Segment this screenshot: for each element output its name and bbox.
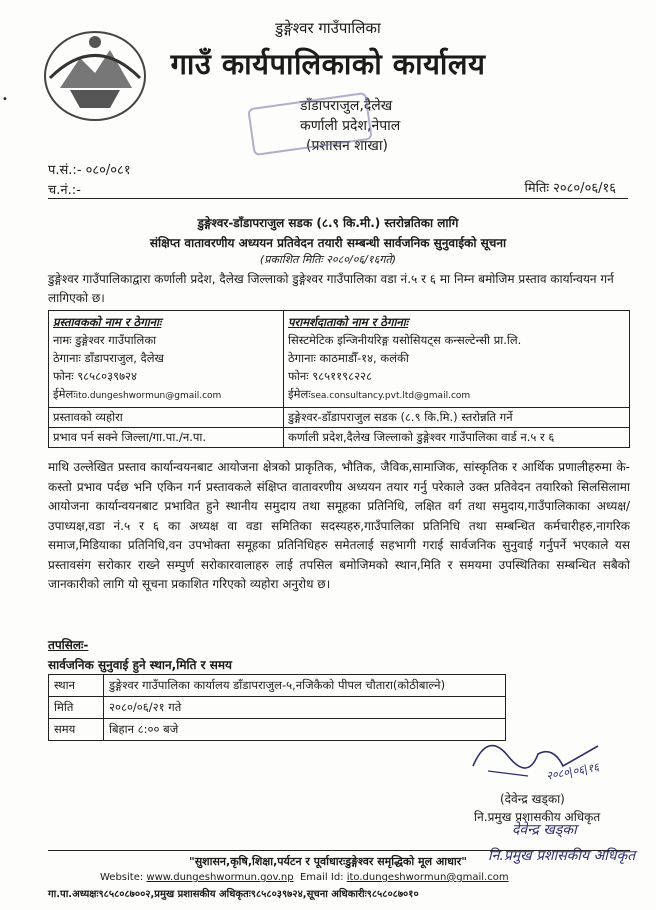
website-link[interactable]: www.dungeshwormun.gov.np bbox=[146, 872, 294, 883]
consultant-phone: फोनः ९८५११९८२२८ bbox=[288, 369, 373, 383]
hearing-schedule-table bbox=[48, 674, 506, 741]
proposer-heading: प्रस्तावकको नाम र ठेगानाः bbox=[53, 315, 162, 329]
schedule-value: २०८०/०६/२१ गते bbox=[104, 697, 506, 719]
signatory-stamp-title: नि.प्रमुख प्रशासकीय अधिकृत bbox=[488, 848, 636, 864]
margin-mark: • bbox=[2, 94, 8, 105]
email-link[interactable]: ito.dungeshwormun@gmail.com bbox=[346, 872, 509, 883]
org-name: डुङ्गेश्वर गाउँपालिका bbox=[275, 19, 381, 37]
consultant-heading: परामर्शदाताको नाम र ठेगानाः bbox=[288, 315, 409, 329]
header-divider bbox=[48, 198, 628, 199]
body-paragraph: माथि उल्लेखित प्रस्ताव कार्यान्वयनबाट आयोजना क्षेत्रको प्राकृतिक, भौतिक, जैविक,सामाजिक, सांस्कृतिक र आर्थिक प्रणालीहरुमा के-कस्तो प्रभाव पर्दछ भनि एकिन गर्न प्रस्तावकले संक्षिप्त वातावरणीय अध्ययन तयार गर्नु परेकाले उक्त प्रतिवेदन तयारिको सिलसिलामा आयोजना कार्यान्वयनबाट प्रभावित हुने स्थानीय समुदाय तथा समूहका प्रतिनिधि, लक्षित वर्ग तथा समुदाय,गाउँपालिकाका अध्यक्ष/उपाध्यक्ष,वडा नं.५ र ६ का अध्यक्ष वा वडा समितिका सदस्यहरु,गाउँपालिका प्रतिनिधि तथा सम्बन्धित कर्मचारीहरु,नागरिक समाज,मिडियाका प्रतिनिधि,वन उपभोक्ता समूहका प्रतिनिधिहरु समेतलाई सहभागी गराई सार्वजनिक सुनुवाई गर्नुपर्ने भएकाले यस प्रस्तावसंग सरोकार राख्ने सम्पुर्ण सरोकारवालाहरु लाई तपसिल बमोजिमको स्थान,मिति र समयमा उपस्थितिका सम्बन्धित सबैको जानकारीको लागि यो सूचना प्रकाशित गरिएको व्यहोरा अनुरोध छ। bbox=[48, 460, 630, 591]
affected-area-label: प्रभाव पर्न सक्ने जिल्ला/गा.पा./न.पा. bbox=[49, 428, 284, 448]
published-date: (प्रकाशित मितिः २०८०/०६/१६गते) bbox=[259, 253, 397, 266]
table-row bbox=[49, 311, 630, 408]
section-name: (प्रशासन शाखा) bbox=[306, 138, 388, 154]
office-title: गाउँ कार्यपालिकाको कार्यालय bbox=[170, 47, 486, 81]
address-line-1: डाँडापराजुल,दैलेख bbox=[300, 98, 393, 114]
handwritten-signature bbox=[468, 726, 608, 786]
proposal-label: प्रस्तावको व्यहोरा bbox=[49, 408, 284, 428]
proposer-name: नामः डुङ्गेश्वर गाउँपालिका bbox=[53, 333, 157, 347]
website-label: Website: bbox=[100, 872, 144, 883]
intro-paragraph: डुङ्गेश्वर गाउँपालिकाद्वारा कर्णाली प्रदेश, दैलेख जिल्लाको डुङ्गेश्वर गाउँपालिका वडा नं.५ र ६ मा निम्न बमोजिम प्रस्ताव कार्यान्वयन गर्न लागिएको छ। bbox=[48, 272, 614, 305]
footer-divider bbox=[48, 850, 630, 851]
proposer-phone: फोनः ९८५८०३९७२४ bbox=[53, 369, 138, 383]
proposer-address: ठेगानाः डाँडापराजुल, दैलेख bbox=[53, 351, 164, 365]
signatory-name: (देवेन्द्र खड्का) bbox=[500, 792, 565, 806]
consultant-name: सिस्टमेटिक इन्जिनीयरिङ्ग यसोसियट्स कन्सल्टेन्सी प्रा.लि. bbox=[288, 333, 522, 347]
proposal-info-table bbox=[48, 310, 630, 448]
table-row bbox=[49, 428, 630, 448]
schedule-key: मिति bbox=[49, 697, 104, 719]
consultant-address: ठेगानाः काठमाडौँ-१४, कलंकी bbox=[288, 351, 409, 365]
footer-web-line bbox=[100, 872, 509, 883]
consultant-email: sea.consultancy.pvt.ltd@gmail.com bbox=[310, 391, 471, 401]
reference-number: प.सं.:- ०८०/०८१ bbox=[48, 163, 131, 178]
footer-slogan: "सुशासन,कृषि,शिक्षा,पर्यटन र पूर्वाधारःडुङ्गेश्वर समृद्धिको मूल आधार" bbox=[189, 855, 467, 868]
schedule-title: सार्वजनिक सुनुवाई हुने स्थान,मिति र समय bbox=[48, 658, 232, 672]
notice-title-line-1: डुङ्गेश्वर-डाँडापराजुल सडक (८.९ कि.मी.) स्तरोन्नतिका लागि bbox=[197, 216, 459, 230]
email-label: Email Id: bbox=[299, 872, 344, 883]
table-row bbox=[49, 719, 506, 741]
dispatch-number: च.नं.:- bbox=[48, 183, 81, 198]
table-row bbox=[49, 408, 630, 428]
footer-contacts: गा.पा.अध्यक्षः९८५८०८७००२,प्रमुख प्रशासकीय अधिकृतः९८५८०३९७२४,सूचना अधिकारीः९८५८०८७०१० bbox=[48, 889, 419, 900]
schedule-value: बिहान ८:०० बजे bbox=[104, 719, 506, 741]
schedule-key: समय bbox=[49, 719, 104, 741]
table-row bbox=[49, 697, 506, 719]
signatory-title: नि.प्रमुख प्रशासकीय अधिकृत bbox=[474, 810, 601, 824]
proposal-value: डुङ्गेश्वर-डाँडापराजुल सडक (८.९ कि.मि.) स्तरोन्नति गर्ने bbox=[284, 408, 630, 428]
signature-date: २०८०|०६|१६ bbox=[545, 760, 600, 783]
proposer-cell bbox=[49, 311, 284, 408]
proposer-email: ito.dungeshwormun@gmail.com bbox=[75, 391, 222, 401]
affected-area-value: कर्णाली प्रदेश,दैलेख जिल्लाको डुङ्गेश्वर गाउँपालिका वार्ड न.५ र ६ bbox=[284, 428, 630, 448]
consultant-email-label: ईमेलः bbox=[288, 387, 311, 401]
notice-title-line-2: संक्षिप्त वातावरणीय अध्ययन प्रतिवेदन तयारी सम्बन्धी सार्वजनिक सुनुवाईको सूचना bbox=[149, 236, 507, 250]
consultant-cell bbox=[284, 311, 630, 408]
address-line-2: कर्णाली प्रदेश,नेपाल bbox=[300, 118, 401, 134]
schedule-key: स्थान bbox=[49, 675, 104, 697]
letter-date: मितिः २०८०/०६/१६ bbox=[524, 181, 616, 196]
proposer-email-label: ईमेलः bbox=[53, 387, 76, 401]
tapsil-heading: तपसिलः- bbox=[48, 638, 89, 652]
schedule-value: डुङ्गेश्वर गाउँपालिका कार्यालय डाँडापराजुल-५,नजिकैको पीपल चौतारा(कोठीबाल्ने) bbox=[104, 675, 506, 697]
signatory-stamp-name: देवेन्द्र खड्का bbox=[512, 822, 577, 838]
table-row bbox=[49, 675, 506, 697]
